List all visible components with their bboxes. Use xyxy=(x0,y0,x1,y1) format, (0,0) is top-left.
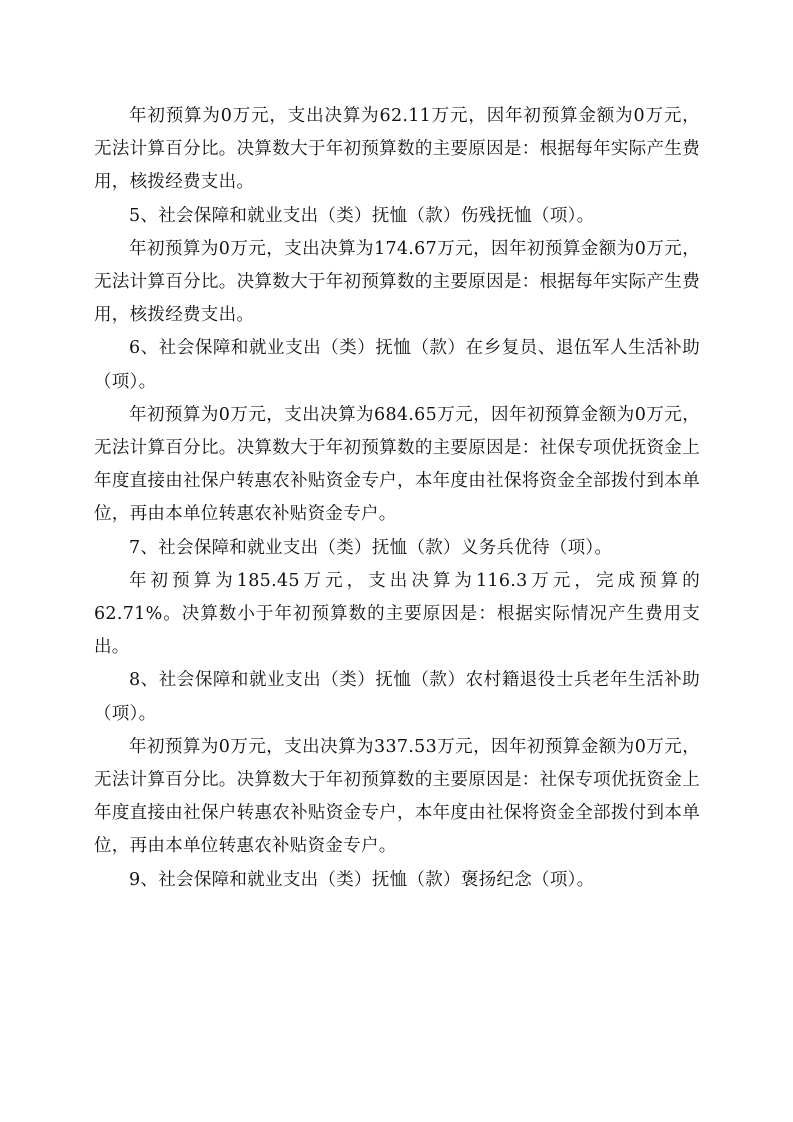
paragraph-item-4-budget-text: 年初预算为0万元，支出决算为62.11万元，因年初预算金额为0万元，无法计算百分比。决算数大于年初预算数的主要原因是：根据每年实际产生费用，核拨经费支出。 xyxy=(94,106,700,193)
item-8-heading: 8、社会保障和就业支出（类）抚恤（款）农村籍退役士兵老年生活补助（项）。 xyxy=(94,670,700,724)
item-9-heading: 9、社会保障和就业支出（类）抚恤（款）褒扬纪念（项）。 xyxy=(129,869,595,890)
item-5-heading: 5、社会保障和就业支出（类）抚恤（款）伤残抚恤（项）。 xyxy=(129,205,595,226)
item-7-budget-text: 年初预算为185.45万元，支出决算为116.3万元，完成预算的62.71%。决算数小于年初预算数的主要原因是：根据实际情况产生费用支出。 xyxy=(94,570,700,658)
document-body xyxy=(94,100,700,897)
item-7-heading: 7、社会保障和就业支出（类）抚恤（款）义务兵优待（项）。 xyxy=(129,537,613,558)
item-5-budget-text: 年初预算为0万元，支出决算为174.67万元，因年初预算金额为0万元，无法计算百分比。决算数大于年初预算数的主要原因是：根据每年实际产生费用，核拨经费支出。 xyxy=(94,238,700,326)
item-8-budget-text: 年初预算为0万元，支出决算为337.53万元，因年初预算金额为0万元，无法计算百分比。决算数大于年初预算数的主要原因是：社保专项优抚资金上年度直接由社保户转惠农补贴资金专户，本年度由社保将资金全部拨付到本单位，再由本单位转惠农补贴资金专户。 xyxy=(94,736,700,857)
item-6-heading: 6、社会保障和就业支出（类）抚恤（款）在乡复员、退伍军人生活补助（项）。 xyxy=(94,338,700,392)
item-6-budget-text: 年初预算为0万元，支出决算为684.65万元，因年初预算金额为0万元，无法计算百分比。决算数大于年初预算数的主要原因是：社保专项优抚资金上年度直接由社保户转惠农补贴资金专户，本年度由社保将资金全部拨付到本单位，再由本单位转惠农补贴资金专户。 xyxy=(94,404,700,525)
